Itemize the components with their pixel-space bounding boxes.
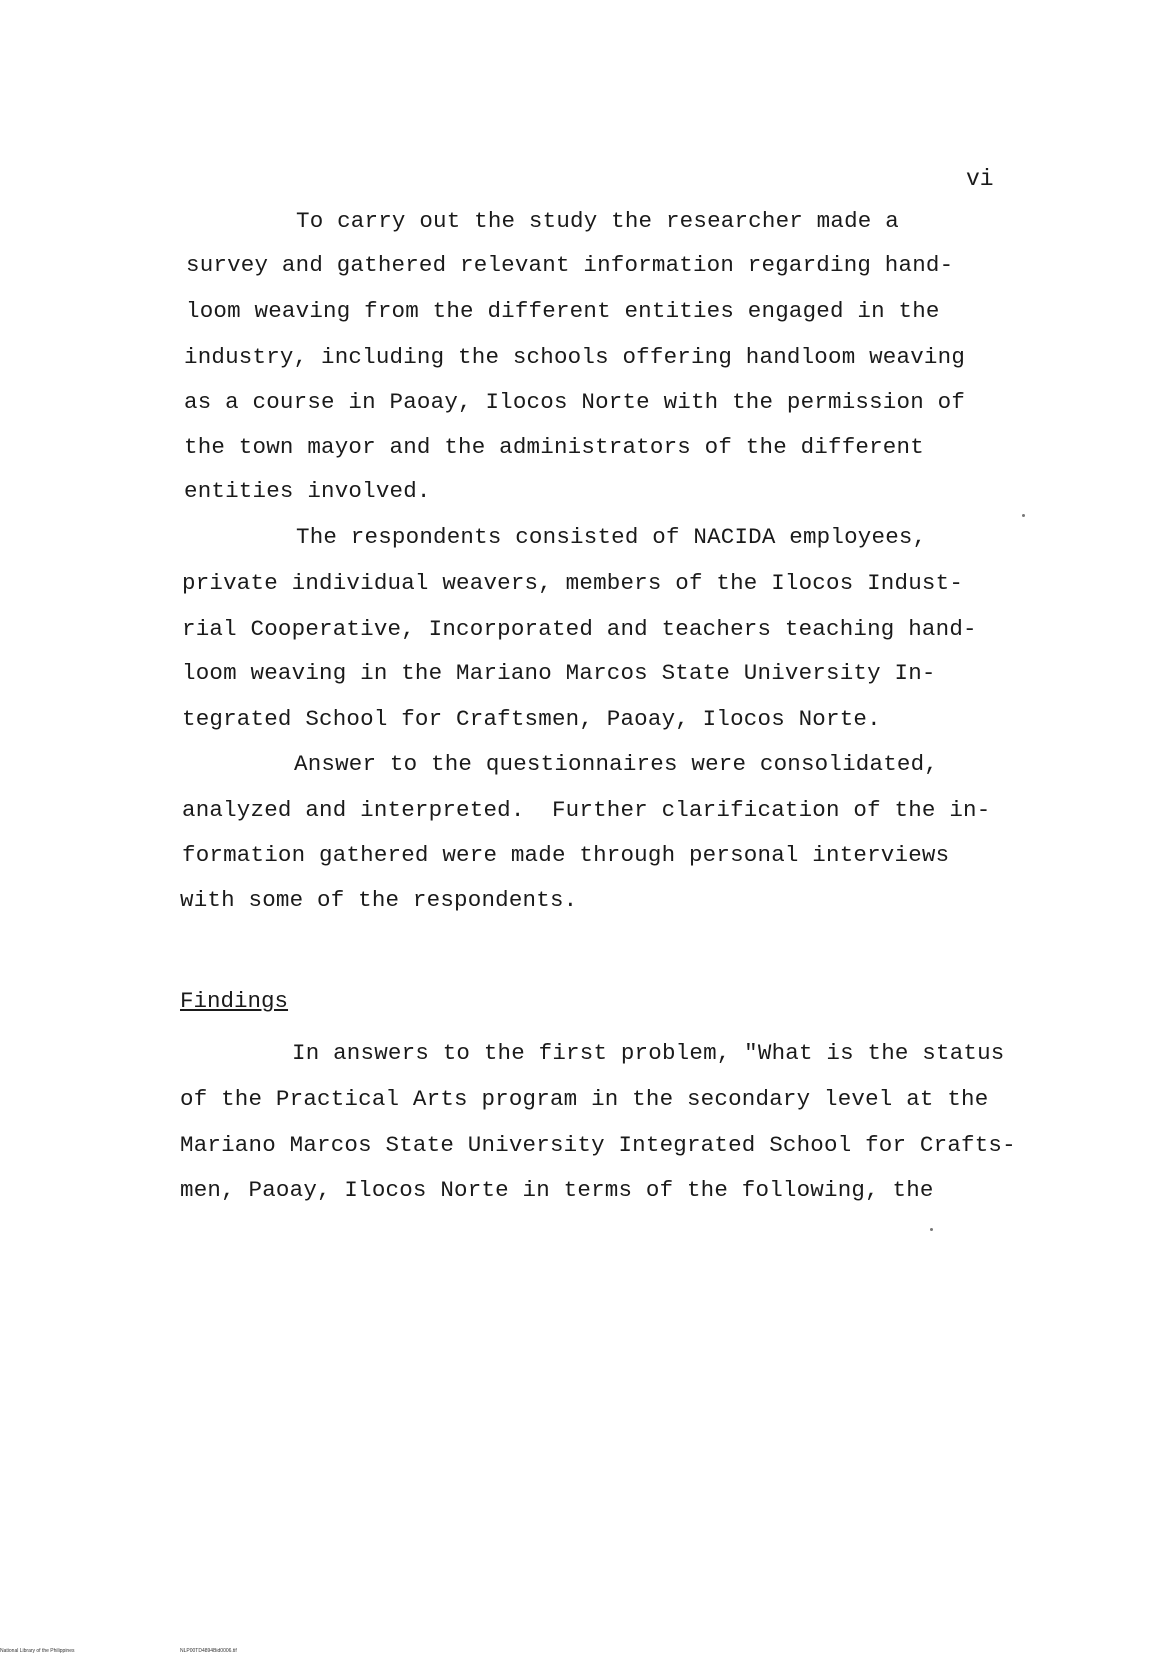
paragraph2-line-1: The respondents consisted of NACIDA employees, <box>296 524 927 550</box>
paragraph3-line-3: formation gathered were made through personal interviews <box>182 842 950 868</box>
paragraph3-line-4: with some of the respondents. <box>180 887 578 913</box>
paragraph1-line-4: industry, including the schools offering handloom weaving <box>184 344 966 370</box>
paragraph2-line-5: tegrated School for Craftsmen, Paoay, Ilocos Norte. <box>182 706 881 732</box>
scan-speck <box>1022 514 1025 517</box>
paragraph1-line-6: the town mayor and the administrators of the different <box>184 434 924 460</box>
page-number: vi <box>966 166 994 192</box>
paragraph3-line-2: analyzed and interpreted. Further clarification of the in- <box>182 797 991 823</box>
paragraph4-line-1: In answers to the first problem, "What is the status <box>292 1040 1005 1066</box>
paragraph1-line-7: entities involved. <box>184 478 431 504</box>
paragraph1-line-2: survey and gathered relevant information regarding hand- <box>186 252 954 278</box>
paragraph2-line-2: private individual weavers, members of the Ilocos Indust- <box>182 570 964 596</box>
paragraph4-line-4: men, Paoay, Ilocos Norte in terms of the following, the <box>180 1177 934 1203</box>
paragraph2-line-3: rial Cooperative, Incorporated and teachers teaching hand- <box>182 616 977 642</box>
paragraph4-line-3: Mariano Marcos State University Integrated School for Crafts- <box>180 1132 1016 1158</box>
paragraph1-line-5: as a course in Paoay, Ilocos Norte with the permission of <box>184 389 966 415</box>
paragraph2-line-4: loom weaving in the Mariano Marcos State University In- <box>182 660 936 686</box>
footer-file-id: NLP00TD4894Bid0006.tif <box>180 1648 237 1654</box>
scan-speck <box>930 1228 933 1231</box>
paragraph1-line-1: To carry out the study the researcher made a <box>296 208 899 234</box>
footer-library-name: National Library of the Philippines <box>0 1648 75 1654</box>
paragraph3-line-1: Answer to the questionnaires were consolidated, <box>294 751 939 777</box>
paragraph1-line-3: loom weaving from the different entities engaged in the <box>186 298 940 324</box>
section-heading-findings: Findings <box>180 988 289 1014</box>
paragraph4-line-2: of the Practical Arts program in the secondary level at the <box>180 1086 989 1112</box>
